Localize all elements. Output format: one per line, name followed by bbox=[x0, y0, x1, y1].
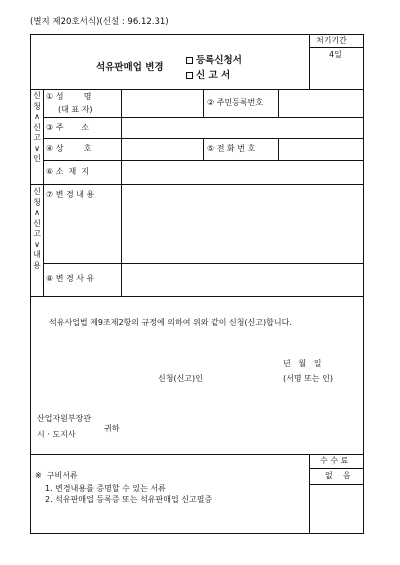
divider bbox=[30, 296, 364, 297]
name-field[interactable] bbox=[122, 90, 202, 116]
date-line: 년 월 일 bbox=[283, 359, 322, 368]
processing-period-label: 처기기간 bbox=[316, 36, 347, 45]
address-label: ③ 주 소 bbox=[46, 123, 89, 132]
fee-value: 없 음 bbox=[325, 471, 351, 480]
change-content-field[interactable] bbox=[122, 185, 363, 262]
applicant-label: 신청(신고)인 bbox=[158, 374, 203, 383]
change-reason-label: ⑧ 변 경 사 유 bbox=[46, 274, 95, 283]
statement-text: 석유사업법 제9조제2항의 규정에 의하여 위와 같이 신청(신고)합니다. bbox=[49, 318, 292, 327]
recipient-governor: 시 · 도지사 bbox=[37, 430, 76, 439]
signature-label: (서명 또는 인) bbox=[283, 374, 333, 383]
change-content-label: ⑦ 변 경 내 용 bbox=[46, 190, 95, 199]
divider bbox=[309, 47, 364, 48]
trade-name-field[interactable] bbox=[122, 139, 202, 159]
address-field[interactable] bbox=[122, 118, 363, 137]
divider bbox=[309, 468, 364, 469]
option-report[interactable]: 신 고 서 bbox=[186, 67, 230, 81]
divider bbox=[43, 89, 44, 296]
applicant-section-label: 신 청 ∧ 신 고 ∨ 인 bbox=[33, 91, 41, 163]
form-number-note: (별지 제20호서식)(신설 : 96.12.31) bbox=[30, 17, 169, 27]
form-title: 석유판매업 변경 bbox=[96, 62, 164, 73]
checkbox-icon[interactable] bbox=[186, 72, 193, 79]
required-document-item: 2. 석유판매업 등록증 또는 석유판매업 신고필증 bbox=[45, 495, 213, 504]
trade-name-label: ④ 상 호 bbox=[46, 144, 92, 153]
checkbox-icon[interactable] bbox=[186, 57, 193, 64]
required-documents-title: ※ 구비서류 bbox=[35, 471, 78, 480]
divider bbox=[30, 454, 364, 455]
divider bbox=[203, 89, 204, 117]
fee-label: 수 수 료 bbox=[320, 456, 349, 465]
required-document-item: 1. 변경내용를 증명할 수 있는 서류 bbox=[45, 484, 166, 493]
divider bbox=[309, 484, 364, 485]
divider bbox=[203, 138, 204, 160]
phone-field[interactable] bbox=[279, 139, 363, 159]
phone-label: ⑤ 전 화 번 호 bbox=[207, 144, 256, 153]
resident-number-label: ② 주민등록번호 bbox=[207, 98, 264, 107]
name-label: ① 성 명 bbox=[46, 92, 92, 101]
divider bbox=[309, 454, 310, 534]
location-label: ⑥ 소 재 지 bbox=[46, 167, 90, 176]
content-section-label: 신 청 ∧ 신 고 ∨ 내 용 bbox=[33, 187, 41, 270]
option-registration[interactable]: 등록신청서 bbox=[186, 52, 242, 66]
resident-number-field[interactable] bbox=[279, 90, 363, 116]
change-reason-field[interactable] bbox=[122, 264, 363, 295]
representative-label: (대 표 자) bbox=[58, 105, 93, 114]
recipient-minister: 산업자원부장관 bbox=[37, 414, 92, 423]
recipient-honorific: 귀하 bbox=[104, 424, 120, 433]
divider bbox=[309, 34, 310, 89]
processing-period-value: 4일 bbox=[329, 50, 342, 59]
location-field[interactable] bbox=[122, 161, 363, 183]
